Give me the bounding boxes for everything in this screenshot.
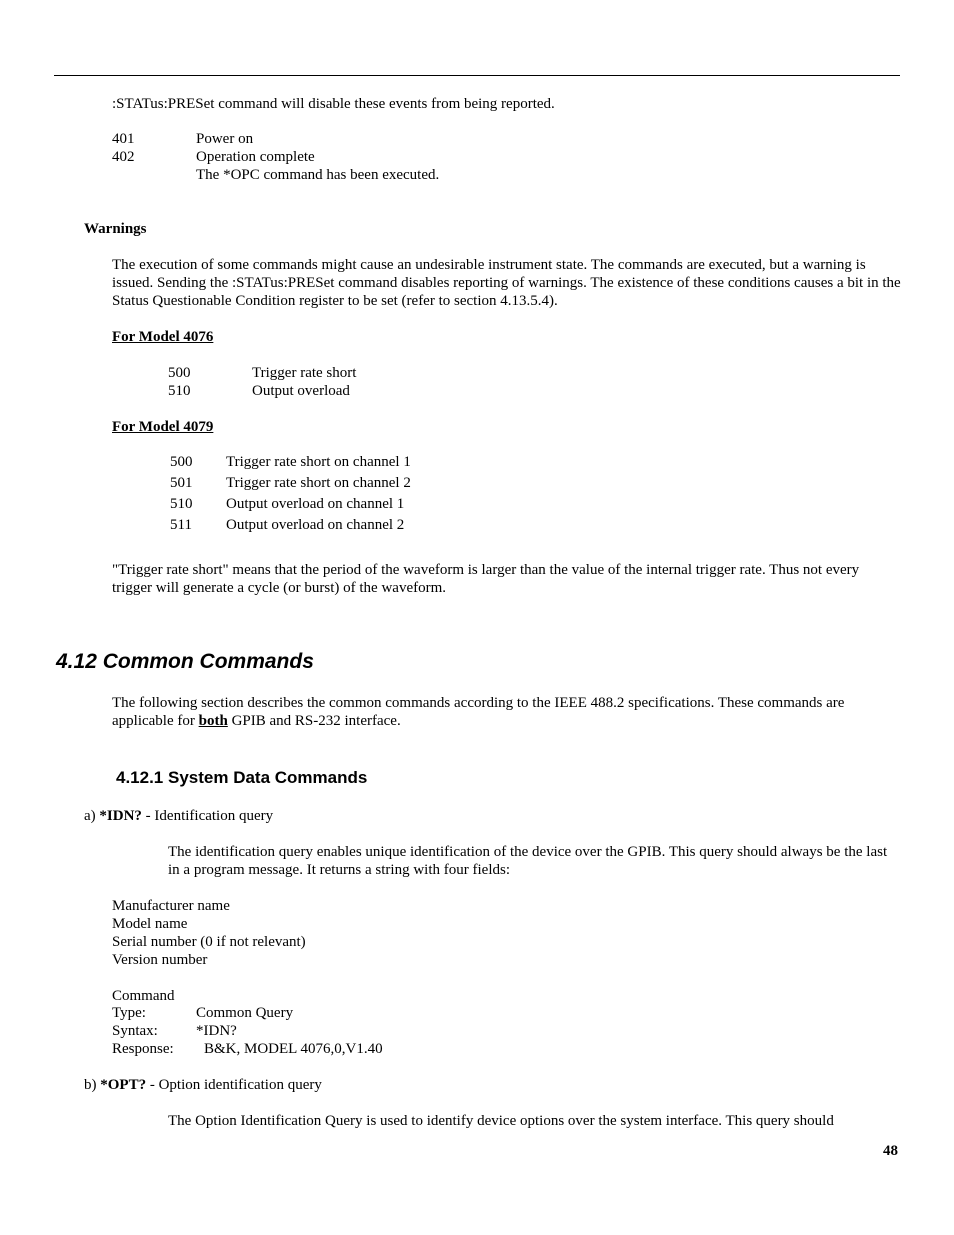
- response-value: B&K, MODEL 4076,0,V1.40: [204, 1041, 383, 1057]
- warning-code: 500: [170, 454, 193, 470]
- warnings-paragraph: The execution of some commands might cause an undesirable instrument state. The commands are executed, but a warning is issued. Sending the :STATus:PRESet command disables reporting of warnings. The existence of these conditions causes a bit in the Status Questionable Condition register to be set (refer to section 4.13.5.4).: [112, 257, 901, 309]
- warnings-heading: Warnings: [84, 221, 147, 237]
- opt-item-heading: [84, 1076, 322, 1094]
- idn-field: Serial number (0 if not relevant): [112, 934, 306, 950]
- type-value: Common Query: [196, 1005, 294, 1021]
- section-heading: 4.12 Common Commands: [56, 650, 314, 673]
- event-detail: The *OPC command has been executed.: [196, 167, 440, 183]
- warning-code: 501: [170, 475, 193, 491]
- warning-text: Trigger rate short on channel 2: [226, 475, 411, 491]
- section-intro: [112, 694, 902, 730]
- opt-description: The Option Identification Query is used to identify device options over the system interface. This query should: [168, 1113, 834, 1129]
- header-rule: [54, 75, 900, 76]
- page-number: 48: [883, 1143, 898, 1159]
- warning-code: 500: [168, 365, 191, 381]
- command-label: Command: [112, 988, 175, 1004]
- idn-field: Model name: [112, 916, 188, 932]
- opt-prefix: b): [84, 1077, 101, 1093]
- warning-text: Trigger rate short on channel 1: [226, 454, 411, 470]
- idn-prefix: a): [84, 808, 100, 824]
- type-label: Type:: [112, 1005, 146, 1021]
- response-label: Response:: [112, 1041, 174, 1057]
- model-4076-heading: For Model 4076: [112, 329, 214, 345]
- model-4079-heading: For Model 4079: [112, 419, 214, 435]
- idn-field: Manufacturer name: [112, 898, 230, 914]
- idn-description: The identification query enables unique identification of the device over the GPIB. This query should always be the last in a program message. It returns a string with four fields:: [168, 844, 888, 878]
- intro-line: :STATus:PRESet command will disable these events from being reported.: [112, 96, 555, 112]
- syntax-label: Syntax:: [112, 1023, 158, 1039]
- event-code: 401: [112, 131, 135, 147]
- idn-field: Version number: [112, 952, 208, 968]
- opt-command: *OPT?: [100, 1077, 147, 1093]
- section-intro-text: The following section describes the common commands according to the IEEE 488.2 specifications. These commands are applicable for: [112, 695, 845, 729]
- idn-suffix: - Identification query: [141, 808, 274, 824]
- trigger-note: "Trigger rate short" means that the period of the waveform is larger than the value of the internal trigger rate. Thus not every trigger will generate a cycle (or burst) of the waveform.: [112, 562, 860, 596]
- warning-text: Trigger rate short: [252, 365, 357, 381]
- idn-item-heading: [84, 807, 273, 825]
- warning-code: 510: [168, 383, 191, 399]
- warning-text: Output overload on channel 2: [226, 517, 405, 533]
- event-text: Operation complete: [196, 149, 315, 165]
- idn-command: *IDN?: [99, 808, 142, 824]
- subsection-heading: 4.12.1 System Data Commands: [116, 768, 368, 787]
- warning-code: 510: [170, 496, 193, 512]
- warning-text: Output overload: [252, 383, 350, 399]
- event-text: Power on: [196, 131, 254, 147]
- event-code: 402: [112, 149, 135, 165]
- syntax-value: *IDN?: [196, 1023, 237, 1039]
- section-intro-text-end: GPIB and RS-232 interface.: [227, 713, 401, 729]
- opt-suffix: - Option identification query: [146, 1077, 322, 1093]
- warning-code: 511: [170, 517, 192, 533]
- section-intro-emphasis: both: [198, 713, 228, 729]
- warning-text: Output overload on channel 1: [226, 496, 405, 512]
